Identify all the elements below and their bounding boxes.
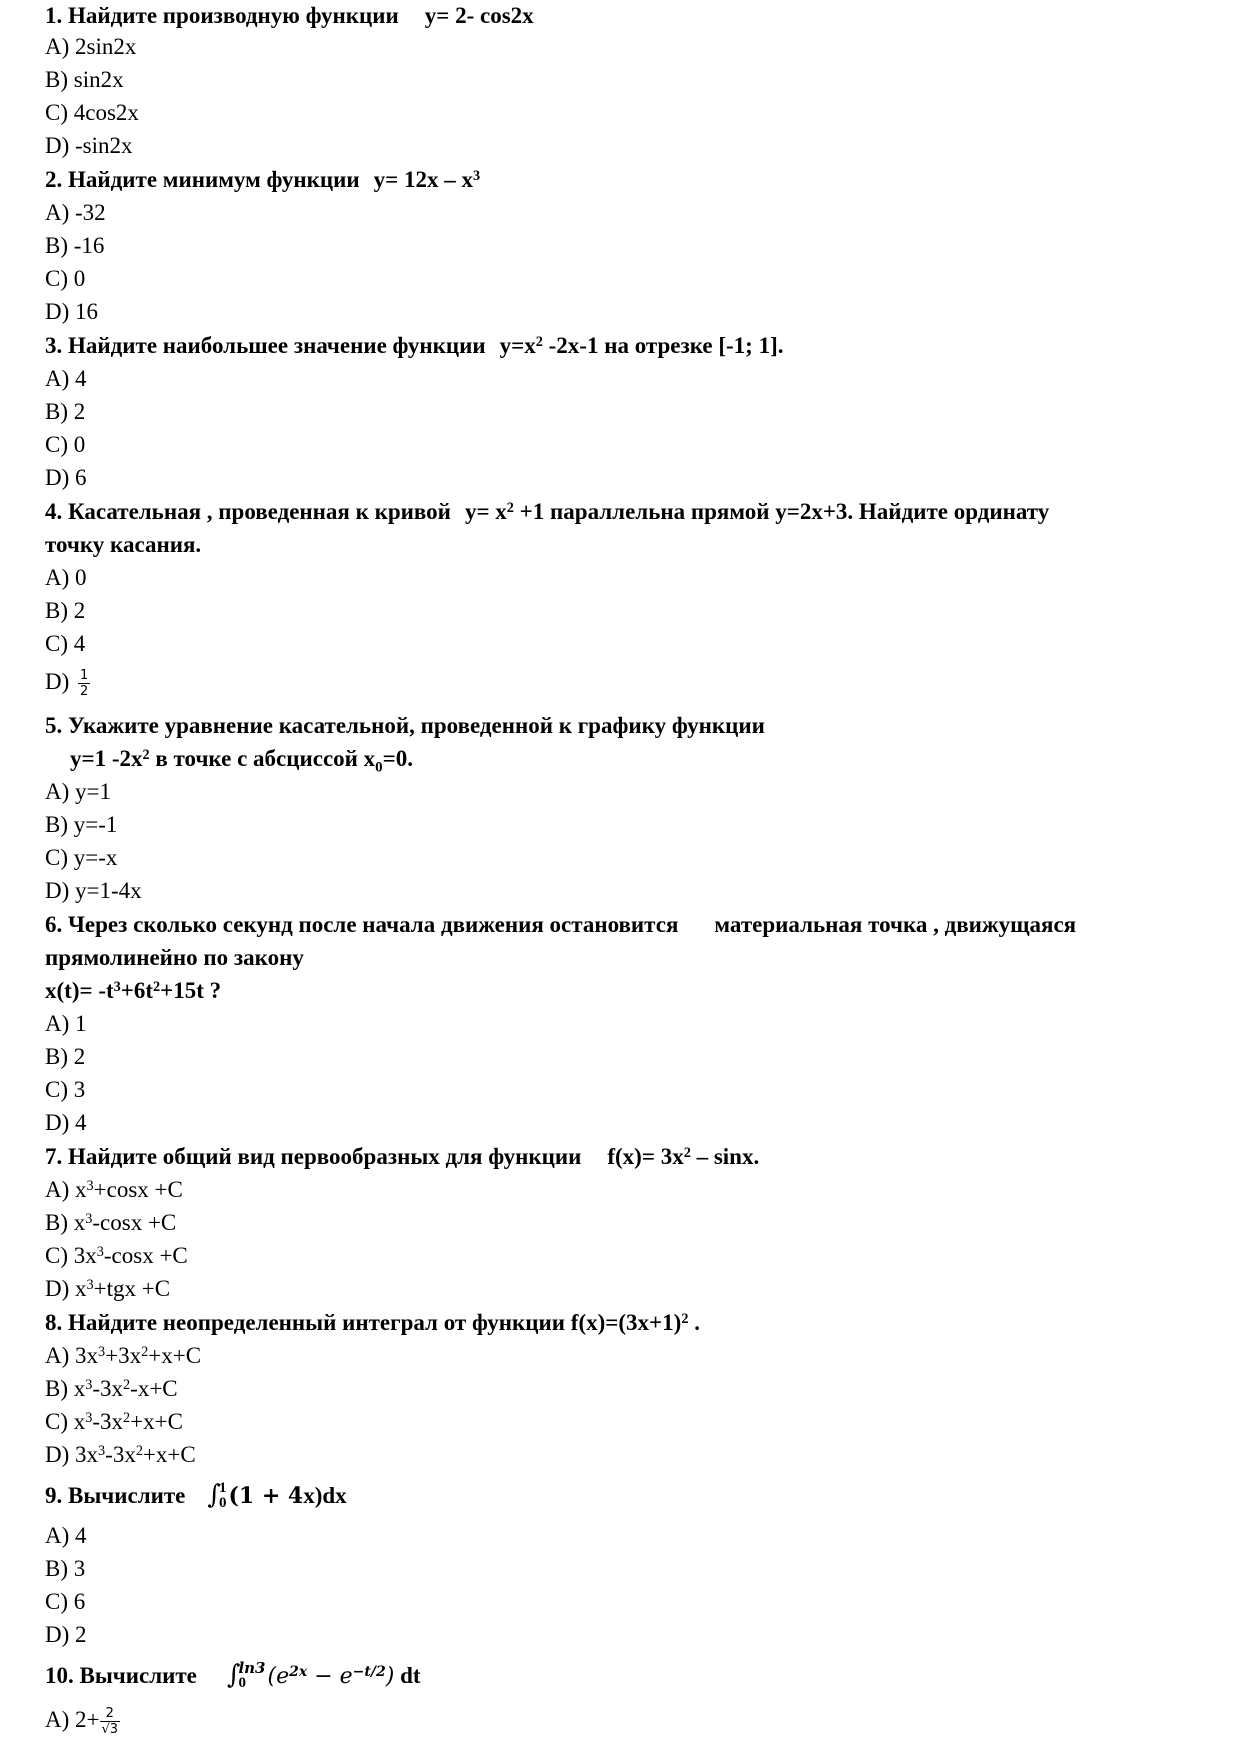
- superscript: 2: [142, 747, 150, 764]
- superscript: 3: [96, 1244, 104, 1261]
- option-text: B) x: [45, 1376, 86, 1401]
- exponent: −t/2: [352, 1664, 386, 1681]
- option-text: +x+C: [142, 1442, 196, 1467]
- option-8a: [45, 1342, 201, 1369]
- question-7-title: [45, 1143, 759, 1170]
- question-formula: +15t ?: [160, 978, 222, 1003]
- superscript: 2: [506, 500, 514, 517]
- question-6-title-line2: прямолинейно по закону: [45, 945, 304, 970]
- question-text: 3. Найдите наибольшее значение функции: [45, 333, 486, 358]
- option-7b: [45, 1209, 176, 1236]
- question-text-end: .: [688, 1310, 700, 1335]
- option-5a: A) y=1: [45, 779, 111, 804]
- question-8-title: [45, 1309, 700, 1336]
- option-1b: B) sin2x: [45, 67, 124, 92]
- question-formula: x(t)= -t: [45, 978, 114, 1003]
- option-3d: D) 6: [45, 465, 87, 490]
- option-7d: [45, 1275, 170, 1302]
- subscript: 0: [375, 759, 383, 776]
- option-7c: [45, 1242, 188, 1269]
- option-text: C) 3x: [45, 1243, 97, 1268]
- option-text: +x+C: [148, 1343, 202, 1368]
- superscript: 2: [153, 979, 161, 996]
- question-text: 4. Касательная , проведенная к кривой: [45, 499, 451, 524]
- option-text: -3x: [92, 1409, 124, 1434]
- question-4-title: [45, 498, 1049, 525]
- question-text: 9. Вычислите: [45, 1483, 186, 1508]
- option-text: C) x: [45, 1409, 86, 1434]
- question-text-end: – sinx.: [690, 1144, 760, 1169]
- fraction-numerator: 1: [80, 668, 89, 684]
- option-3b: B) 2: [45, 399, 86, 424]
- fraction: [100, 1706, 121, 1737]
- option-9a: A) 4: [45, 1523, 87, 1548]
- fraction-denominator: 2: [80, 684, 89, 700]
- question-formula: y=x: [499, 333, 536, 358]
- integral-sign: ∫: [226, 1660, 241, 1690]
- question-text: 8. Найдите неопределенный интеграл от функции f(x)=(3x+1): [45, 1310, 682, 1335]
- option-9b: B) 3: [45, 1556, 86, 1581]
- superscript: 3: [86, 1277, 94, 1294]
- option-4a: A) 0: [45, 565, 87, 590]
- option-3a: A) 4: [45, 366, 87, 391]
- fraction-numerator: 2: [100, 1706, 121, 1722]
- option-text: A) x: [45, 1177, 87, 1202]
- option-text: D) x: [45, 1276, 87, 1301]
- question-6-title-line3: [45, 977, 221, 1004]
- option-2b: B) -16: [45, 233, 105, 258]
- upper-limit: 1: [218, 1479, 227, 1496]
- exponent: 2x: [289, 1664, 308, 1681]
- option-2a: A) -32: [45, 200, 106, 225]
- integrand: (e: [267, 1664, 290, 1689]
- superscript: 2: [135, 1443, 143, 1460]
- superscript: 3: [85, 1377, 93, 1394]
- question-text-end: -2x-1 на отрезке [-1; 1].: [542, 333, 784, 358]
- superscript: 3: [85, 1410, 93, 1427]
- question-10-title: [45, 1656, 421, 1694]
- question-text: 1. Найдите производную функции: [45, 3, 399, 28]
- option-text: -x+C: [130, 1376, 178, 1401]
- option-text: A) 3x: [45, 1343, 99, 1368]
- superscript: 2: [123, 1410, 131, 1427]
- option-text: -3x: [105, 1442, 136, 1467]
- integral-sign: ∫: [207, 1480, 221, 1510]
- fraction: [78, 668, 90, 699]
- question-text: 6. Через сколько секунд после начала движения остановится: [45, 912, 679, 937]
- superscript: 3: [113, 979, 121, 996]
- option-1d: D) -sin2x: [45, 133, 133, 158]
- question-formula: f(x)= 3x: [607, 1144, 684, 1169]
- question-text-end: материальная точка , движущаяся: [714, 912, 1077, 937]
- option-6b: B) 2: [45, 1044, 86, 1069]
- option-text: +x+C: [130, 1409, 183, 1434]
- integrand-end: x)dx: [303, 1483, 347, 1508]
- option-6c: C) 3: [45, 1077, 86, 1102]
- question-formula: +6t: [120, 978, 154, 1003]
- question-text: в точке с абсциссой x: [149, 746, 376, 771]
- superscript: 2: [683, 1145, 691, 1162]
- integrand-mid: − e: [307, 1664, 353, 1689]
- option-8c: [45, 1408, 183, 1435]
- question-formula: y=1 -2x: [70, 746, 143, 771]
- option-5d: D) y=1-4x: [45, 878, 142, 903]
- option-2c: C) 0: [45, 266, 86, 291]
- question-formula: y= 2- cos2x: [424, 3, 534, 28]
- question-1-title: [45, 2, 534, 29]
- option-text: D) 3x: [45, 1442, 99, 1467]
- superscript: 3: [472, 168, 481, 185]
- question-text-end: =0.: [382, 746, 413, 771]
- option-3c: C) 0: [45, 432, 86, 457]
- superscript: 3: [98, 1443, 106, 1460]
- option-label: A) 2+: [45, 1707, 100, 1732]
- question-2-title: [45, 166, 480, 193]
- option-text: +3x: [105, 1343, 142, 1368]
- fraction-denominator: √3: [101, 1722, 119, 1738]
- option-label: D): [45, 669, 70, 694]
- question-5-title-line2: [70, 745, 413, 776]
- option-1a: A) 2sin2x: [45, 34, 137, 59]
- option-8b: [45, 1375, 178, 1402]
- integrand: (1 + 4: [228, 1483, 304, 1509]
- superscript: 2: [123, 1377, 131, 1394]
- question-3-title: [45, 332, 784, 359]
- question-6-title: [45, 911, 1076, 938]
- superscript: 2: [681, 1311, 689, 1328]
- option-2d: D) 16: [45, 299, 99, 324]
- option-text: -3x: [92, 1376, 124, 1401]
- question-5-title: 5. Укажите уравнение касательной, проведенной к графику функции: [45, 713, 765, 738]
- question-formula: y= 12x – x: [373, 167, 473, 192]
- option-text: +tgx +C: [93, 1276, 171, 1301]
- superscript: 3: [86, 1178, 94, 1195]
- upper-limit: ln3: [238, 1658, 266, 1677]
- option-5c: C) y=-x: [45, 845, 118, 870]
- option-9c: C) 6: [45, 1589, 86, 1614]
- superscript: 2: [141, 1344, 149, 1361]
- option-7a: [45, 1176, 183, 1203]
- option-4b: B) 2: [45, 598, 86, 623]
- option-6d: D) 4: [45, 1110, 87, 1135]
- differential: dt: [394, 1663, 421, 1688]
- question-9-title: [45, 1477, 347, 1513]
- question-formula: y= x: [464, 499, 507, 524]
- superscript: 2: [535, 334, 543, 351]
- option-10a: [45, 1700, 123, 1740]
- question-4-title-line2: точку касания.: [45, 532, 202, 557]
- integral-limits: [219, 1481, 227, 1511]
- option-8d: [45, 1441, 196, 1468]
- option-6a: A) 1: [45, 1011, 87, 1036]
- lower-limit: 0: [218, 1494, 227, 1511]
- question-text: 10. Вычислите: [45, 1663, 197, 1688]
- option-5b: B) y=-1: [45, 812, 118, 837]
- question-text-end: +1 параллельна прямой y=2x+3. Найдите ординату: [513, 499, 1050, 524]
- superscript: 3: [85, 1211, 93, 1228]
- option-4d: [45, 664, 93, 700]
- question-text: 2. Найдите минимум функции: [45, 167, 360, 192]
- option-text: -cosx +C: [103, 1243, 188, 1268]
- option-text: -cosx +C: [92, 1210, 177, 1235]
- integrand-end: ): [385, 1664, 395, 1689]
- option-1c: C) 4cos2x: [45, 100, 139, 125]
- integral-limits: [238, 1658, 266, 1691]
- question-text: 7. Найдите общий вид первообразных для функции: [45, 1144, 582, 1169]
- option-text: B) x: [45, 1210, 86, 1235]
- option-9d: D) 2: [45, 1622, 87, 1647]
- option-4c: C) 4: [45, 631, 86, 656]
- option-text: +cosx +C: [93, 1177, 183, 1202]
- lower-limit: 0: [238, 1674, 246, 1691]
- superscript: 3: [98, 1344, 106, 1361]
